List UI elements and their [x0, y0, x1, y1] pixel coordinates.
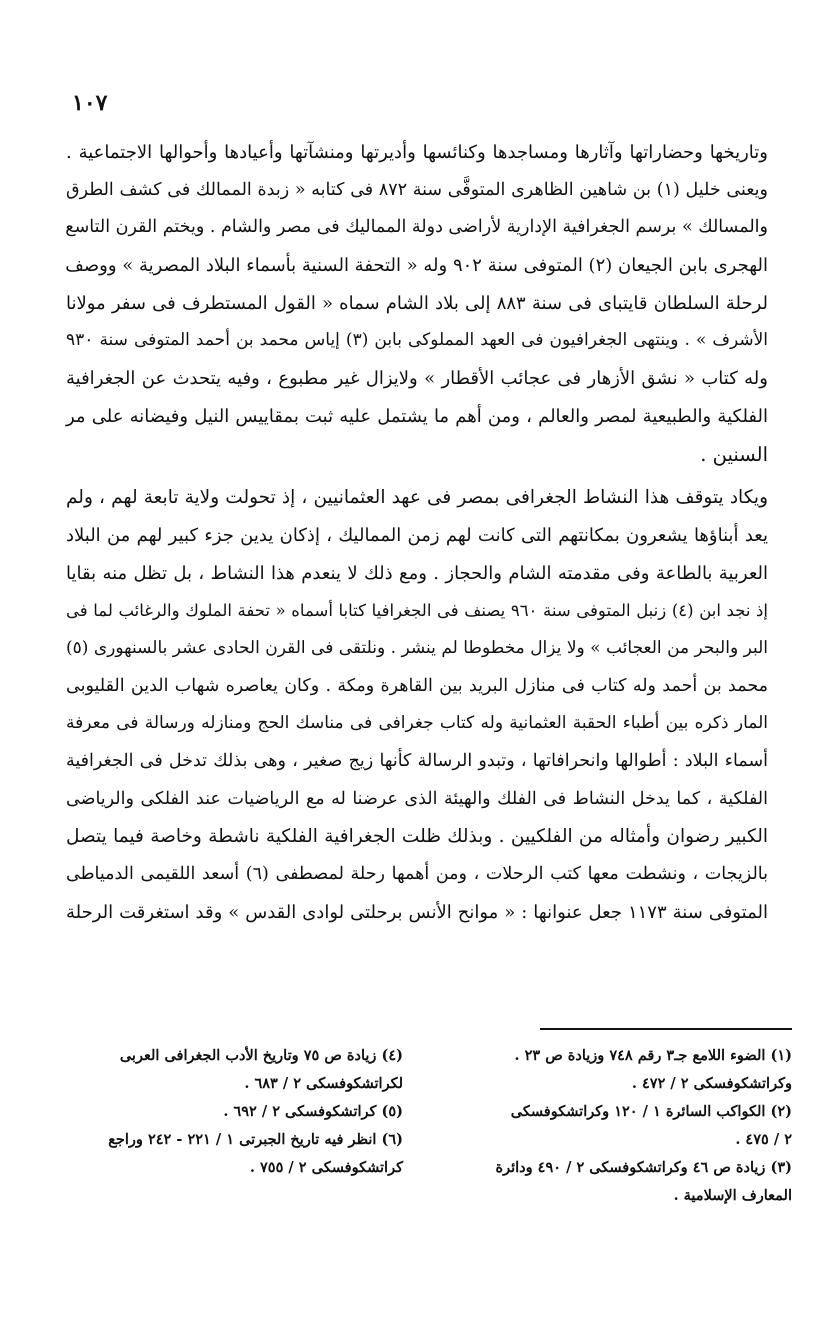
- text-line: والمسالك » برسم الجغرافية الإدارية لأراضى دولة المماليك فى مصر والشام . ويختم القرن التاسع: [65, 217, 768, 238]
- text-line: العربية بالطاعة وفى مقدمته الشام والحجاز . ومع ذلك لا ينعدم هذا النشاط ، بل تظل منه بقايا: [66, 562, 768, 584]
- page-number: ١٠٧: [72, 90, 108, 116]
- text-line: وتاريخها وحضاراتها وآثارها ومساجدها وكنائسها وأديرتها ومنشآتها وأعيادها وأحوالها الاجتماعية .: [66, 142, 768, 163]
- footnotes-left-column: [58, 1042, 403, 1182]
- footnotes-right-column: [447, 1042, 792, 1210]
- text-line: ويعنى خليل (١) بن شاهين الظاهرى المتوفَّى سنة ٨٧٢ فى كتابه « زبدة الممالك فى كشف الطرق: [66, 179, 768, 200]
- footnote-line: كراتشكوفسكى ٢ / ٧٥٥ .: [249, 1159, 403, 1176]
- footnote-line: ٢ / ٤٧٥ .: [735, 1131, 792, 1148]
- text-line: وله كتاب « نشق الأزهار فى عجائب الأقطار » ولايزال غير مطبوع ، وفيه يتحدث عن الجغرافية: [66, 368, 768, 390]
- footnote-line: (٦) انظر فيه تاريخ الجبرتى ١ / ٢٢١ - ٢٤٢ وراجع: [108, 1131, 403, 1148]
- footnote-line: لكراتشكوفسكى ٢ / ٦٨٣ .: [244, 1075, 403, 1092]
- text-line: الفلكية والطبيعية لمصر والعالم ، ومن أهم ما يشتمل عليه ثبت بمقاييس النيل وفيضانه على مر: [66, 405, 768, 427]
- text-line: محمد بن أحمد وله كتاب فى منازل البريد بين القاهرة ومكة . وكان يعاصره شهاب الدين القليوبى: [66, 675, 768, 696]
- text-line: المتوفى سنة ١١٧٣ جعل عنوانها : « موانح الأنس برحلتى لوادى القدس » وقد استغرقت الرحلة: [66, 901, 768, 923]
- footnote-line: (٥) كراتشكوفسكى ٢ / ٦٩٢ .: [223, 1103, 403, 1120]
- text-line: الكبير رضوان وأمثاله من الفلكيين . وبذلك ظلت الجغرافية الفلكية ناشطة وخاصة فيما يتصل: [66, 826, 768, 848]
- text-line: الهجرى بابن الجيعان (٢) المتوفى سنة ٩٠٢ وله « التحفة السنية بأسماء البلاد المصرية » ووصف: [65, 255, 768, 277]
- text-line: الفلكية ، كما يدخل النشاط فى الفلك والهيئة الذى عرضنا له مع الرياضيات عند الفلكى والرياضى: [66, 788, 768, 809]
- text-line: لرحلة السلطان قايتباى فى سنة ٨٨٣ إلى بلاد الشام سماه « القول المستطرف فى سفر مولانا: [66, 292, 768, 314]
- footnote-line: وكراتشكوفسكى ٢ / ٤٧٢ .: [631, 1075, 792, 1092]
- footnote-line: (٢) الكواكب السائرة ١ / ١٢٠ وكراتشكوفسكى: [510, 1103, 792, 1120]
- text-line: أسماء البلاد : أطوالها وانحرافاتها ، وتبدو الرسالة كأنها زيج صغير ، وهى بذلك تدخل فى الجغرافية: [66, 751, 768, 771]
- text-line: يعد أبناؤها يشعرون بمكانتهم التى كانت لهم زمن المماليك ، إذكان يدين جزء كبير لهم من البلاد: [66, 524, 768, 546]
- text-line: السنين .: [700, 442, 768, 466]
- body-text: [66, 134, 768, 931]
- text-line: بالزيجات ، ونشطت معها كتب الرحلات ، ومن أهمها رحلة لمصطفى (٦) أسعد اللقيمى الدمياطى: [66, 864, 768, 885]
- footnote-divider: [540, 1028, 792, 1030]
- footnote-line: (١) الضوء اللامع جـ٣ رقم ٧٤٨ وزيادة ص ٢٣ .: [514, 1047, 792, 1064]
- footnote-line: (٣) زيادة ص ٤٦ وكراتشكوفسكى ٢ / ٤٩٠ ودائرة: [495, 1159, 792, 1176]
- footnote-line: المعارف الإسلامية .: [673, 1187, 792, 1204]
- text-line: إذ نجد ابن (٤) زنبل المتوفى سنة ٩٦٠ يصنف فى الجغرافيا كتابا أسماه « تحفة الملوك والرغائب لما فى: [66, 601, 768, 621]
- text-line: ويكاد يتوقف هذا النشاط الجغرافى بمصر فى عهد العثمانيين ، إذ تحولت ولاية تابعة لهم ، ولم: [66, 487, 768, 509]
- text-line: المار ذكره بين أطباء الحقبة العثمانية وله كتاب جغرافى فى مناسك الحج ومنازله ورسالة فى معرفة: [66, 713, 768, 734]
- text-line: الأشرف » . وينتهى الجغرافيون فى العهد المملوكى بابن (٣) إياس محمد بن أحمد المتوفى سنة ٩٣٠: [66, 330, 768, 351]
- footnote-line: (٤) زيادة ص ٧٥ وتاريخ الأدب الجغرافى العربى: [119, 1047, 403, 1064]
- text-line: البر والبحر من العجائب » ولا يزال مخطوطا لم ينشر . ونلتقى فى القرن الحادى عشر بالسنهورى (٥): [66, 637, 768, 658]
